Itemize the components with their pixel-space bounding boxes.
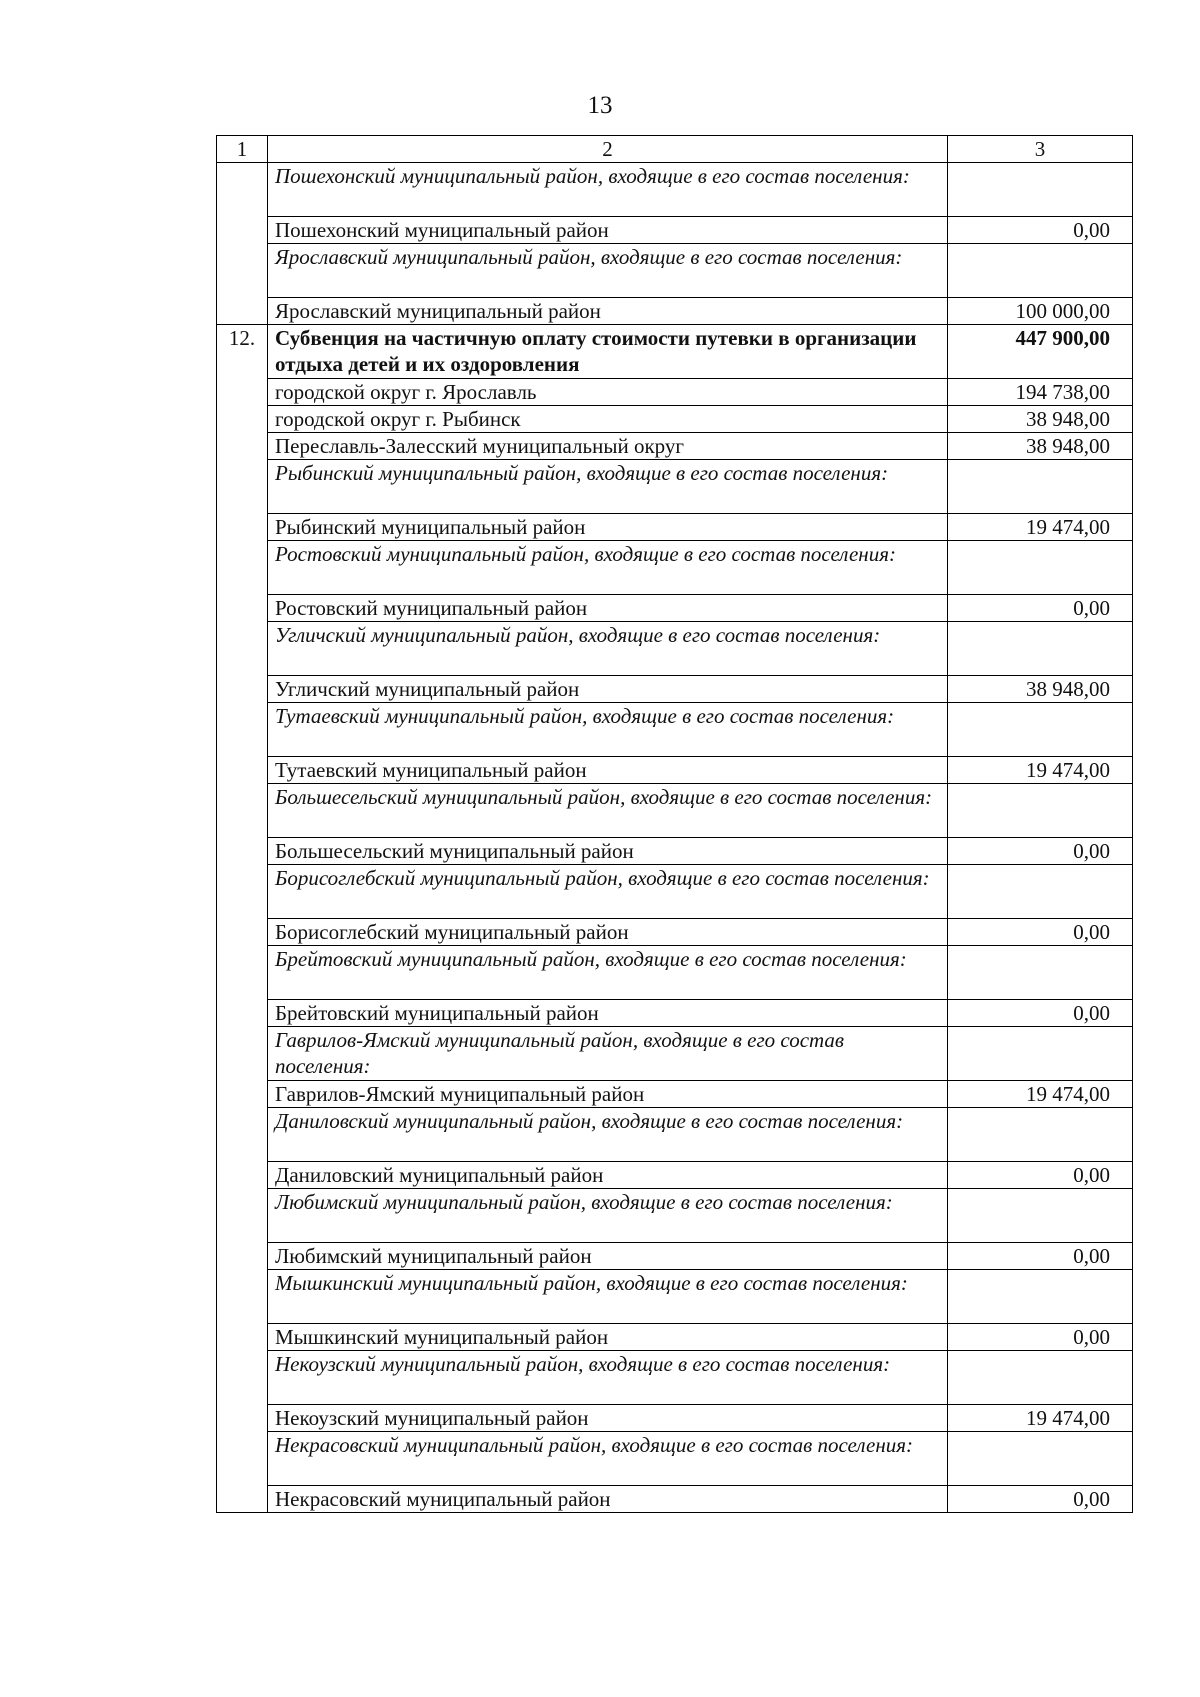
row-number-cell — [217, 1270, 268, 1324]
table-row — [217, 757, 1133, 784]
row-value-cell — [948, 946, 1133, 1000]
row-value-cell — [948, 622, 1133, 676]
row-value-cell — [948, 460, 1133, 514]
row-name-cell: Пошехонский муниципальный район — [268, 217, 948, 244]
table-row — [217, 1000, 1133, 1027]
row-value-cell — [948, 1351, 1133, 1405]
row-name-cell: Рыбинский муниципальный район — [268, 514, 948, 541]
row-name-cell: Рыбинский муниципальный район, входящие в его состав поселения: — [268, 460, 948, 514]
table-row — [217, 298, 1133, 325]
header-col-1: 1 — [217, 136, 268, 163]
allocation-table — [216, 135, 1133, 1513]
row-name-cell: Гаврилов-Ямский муниципальный район — [268, 1081, 948, 1108]
row-name-cell: Переславль-Залесский муниципальный округ — [268, 433, 948, 460]
table-row — [217, 406, 1133, 433]
row-name-cell: городской округ г. Ярославль — [268, 379, 948, 406]
table-row — [217, 1162, 1133, 1189]
row-name-cell: Брейтовский муниципальный район — [268, 1000, 948, 1027]
table-row — [217, 865, 1133, 919]
row-value-cell: 0,00 — [948, 595, 1133, 622]
row-name-cell: Некоузский муниципальный район — [268, 1405, 948, 1432]
row-value-cell — [948, 1027, 1133, 1081]
row-number-cell — [217, 1243, 268, 1270]
row-value-cell: 19 474,00 — [948, 1081, 1133, 1108]
row-value-cell: 0,00 — [948, 217, 1133, 244]
row-number-cell — [217, 595, 268, 622]
row-number-cell — [217, 919, 268, 946]
row-name-cell: Некрасовский муниципальный район — [268, 1486, 948, 1513]
row-name-cell: Брейтовский муниципальный район, входящие в его состав поселения: — [268, 946, 948, 1000]
row-name-cell: Даниловский муниципальный район — [268, 1162, 948, 1189]
row-value-cell — [948, 703, 1133, 757]
table-row — [217, 514, 1133, 541]
row-number-cell — [217, 757, 268, 784]
table-row — [217, 1108, 1133, 1162]
row-number-cell — [217, 676, 268, 703]
row-name-cell: городской округ г. Рыбинск — [268, 406, 948, 433]
page-number: 13 — [587, 92, 613, 119]
row-number-cell — [217, 1189, 268, 1243]
row-number-cell — [217, 514, 268, 541]
table-row — [217, 1351, 1133, 1405]
table-row — [217, 379, 1133, 406]
table-header-row — [217, 136, 1133, 163]
row-name-cell: Тутаевский муниципальный район — [268, 757, 948, 784]
table-row — [217, 838, 1133, 865]
row-name-cell: Угличский муниципальный район — [268, 676, 948, 703]
row-value-cell — [948, 1189, 1133, 1243]
row-name-cell: Гаврилов-Ямский муниципальный район, входящие в его состав поселения: — [268, 1027, 948, 1081]
row-number-cell: 12. — [217, 325, 268, 379]
table-row — [217, 595, 1133, 622]
row-value-cell: 19 474,00 — [948, 514, 1133, 541]
row-value-cell: 38 948,00 — [948, 676, 1133, 703]
row-number-cell — [217, 865, 268, 919]
row-name-cell: Любимский муниципальный район — [268, 1243, 948, 1270]
row-name-cell: Некрасовский муниципальный район, входящие в его состав поселения: — [268, 1432, 948, 1486]
table-row — [217, 622, 1133, 676]
row-number-cell — [217, 379, 268, 406]
row-number-cell — [217, 784, 268, 838]
table-row — [217, 163, 1133, 217]
row-number-cell — [217, 433, 268, 460]
row-number-cell — [217, 1027, 268, 1081]
row-number-cell — [217, 460, 268, 514]
row-value-cell: 0,00 — [948, 1162, 1133, 1189]
row-number-cell — [217, 1162, 268, 1189]
row-name-cell: Пошехонский муниципальный район, входящие в его состав поселения: — [268, 163, 948, 217]
row-value-cell: 38 948,00 — [948, 433, 1133, 460]
table-row — [217, 1243, 1133, 1270]
row-value-cell: 0,00 — [948, 1243, 1133, 1270]
row-name-cell: Мышкинский муниципальный район, входящие в его состав поселения: — [268, 1270, 948, 1324]
row-name-cell: Борисоглебский муниципальный район, входящие в его состав поселения: — [268, 865, 948, 919]
table-row — [217, 1486, 1133, 1513]
row-name-cell: Ярославский муниципальный район, входящие в его состав поселения: — [268, 244, 948, 298]
row-value-cell — [948, 1108, 1133, 1162]
table-row — [217, 217, 1133, 244]
row-number-cell — [217, 163, 268, 217]
row-value-cell: 100 000,00 — [948, 298, 1133, 325]
row-name-cell: Некоузский муниципальный район, входящие в его состав поселения: — [268, 1351, 948, 1405]
table-body — [217, 163, 1133, 1513]
row-number-cell — [217, 1324, 268, 1351]
table-row — [217, 244, 1133, 298]
table-row — [217, 325, 1133, 379]
row-number-cell — [217, 406, 268, 433]
row-value-cell: 194 738,00 — [948, 379, 1133, 406]
row-name-cell: Ростовский муниципальный район — [268, 595, 948, 622]
table-row — [217, 1405, 1133, 1432]
table-row — [217, 1432, 1133, 1486]
row-number-cell — [217, 1081, 268, 1108]
table-row — [217, 433, 1133, 460]
row-name-cell: Даниловский муниципальный район, входящие в его состав поселения: — [268, 1108, 948, 1162]
row-value-cell: 0,00 — [948, 1000, 1133, 1027]
row-number-cell — [217, 838, 268, 865]
row-value-cell: 0,00 — [948, 1324, 1133, 1351]
row-value-cell: 0,00 — [948, 838, 1133, 865]
row-value-cell: 0,00 — [948, 919, 1133, 946]
row-value-cell: 38 948,00 — [948, 406, 1133, 433]
table-row — [217, 703, 1133, 757]
row-value-cell: 447 900,00 — [948, 325, 1133, 379]
table-row — [217, 1324, 1133, 1351]
row-name-cell: Ярославский муниципальный район — [268, 298, 948, 325]
row-value-cell — [948, 1432, 1133, 1486]
row-value-cell: 19 474,00 — [948, 757, 1133, 784]
row-number-cell — [217, 1108, 268, 1162]
row-number-cell — [217, 1000, 268, 1027]
row-value-cell — [948, 865, 1133, 919]
row-name-cell: Мышкинский муниципальный район — [268, 1324, 948, 1351]
row-number-cell — [217, 622, 268, 676]
table-row — [217, 676, 1133, 703]
row-value-cell — [948, 541, 1133, 595]
row-name-cell: Борисоглебский муниципальный район — [268, 919, 948, 946]
row-number-cell — [217, 298, 268, 325]
row-name-cell: Ростовский муниципальный район, входящие в его состав поселения: — [268, 541, 948, 595]
row-number-cell — [217, 541, 268, 595]
row-value-cell — [948, 163, 1133, 217]
row-value-cell — [948, 784, 1133, 838]
row-number-cell — [217, 217, 268, 244]
row-number-cell — [217, 1405, 268, 1432]
table-row — [217, 541, 1133, 595]
row-name-cell: Большесельский муниципальный район — [268, 838, 948, 865]
row-name-cell: Субвенция на частичную оплату стоимости путевки в организации отдыха детей и их оздоровления — [268, 325, 948, 379]
row-name-cell: Любимский муниципальный район, входящие в его состав поселения: — [268, 1189, 948, 1243]
row-value-cell: 19 474,00 — [948, 1405, 1133, 1432]
row-number-cell — [217, 946, 268, 1000]
table-row — [217, 919, 1133, 946]
table-row — [217, 946, 1133, 1000]
row-name-cell: Тутаевский муниципальный район, входящие в его состав поселения: — [268, 703, 948, 757]
table-row — [217, 1189, 1133, 1243]
row-value-cell — [948, 1270, 1133, 1324]
table-row — [217, 1027, 1133, 1081]
row-number-cell — [217, 244, 268, 298]
table-row — [217, 1270, 1133, 1324]
row-name-cell: Большесельский муниципальный район, входящие в его состав поселения: — [268, 784, 948, 838]
header-col-3: 3 — [948, 136, 1133, 163]
row-value-cell — [948, 244, 1133, 298]
row-number-cell — [217, 1486, 268, 1513]
table-row — [217, 1081, 1133, 1108]
table-row — [217, 784, 1133, 838]
row-name-cell: Угличский муниципальный район, входящие в его состав поселения: — [268, 622, 948, 676]
header-col-2: 2 — [268, 136, 948, 163]
row-number-cell — [217, 703, 268, 757]
row-value-cell: 0,00 — [948, 1486, 1133, 1513]
row-number-cell — [217, 1351, 268, 1405]
row-number-cell — [217, 1432, 268, 1486]
table-row — [217, 460, 1133, 514]
